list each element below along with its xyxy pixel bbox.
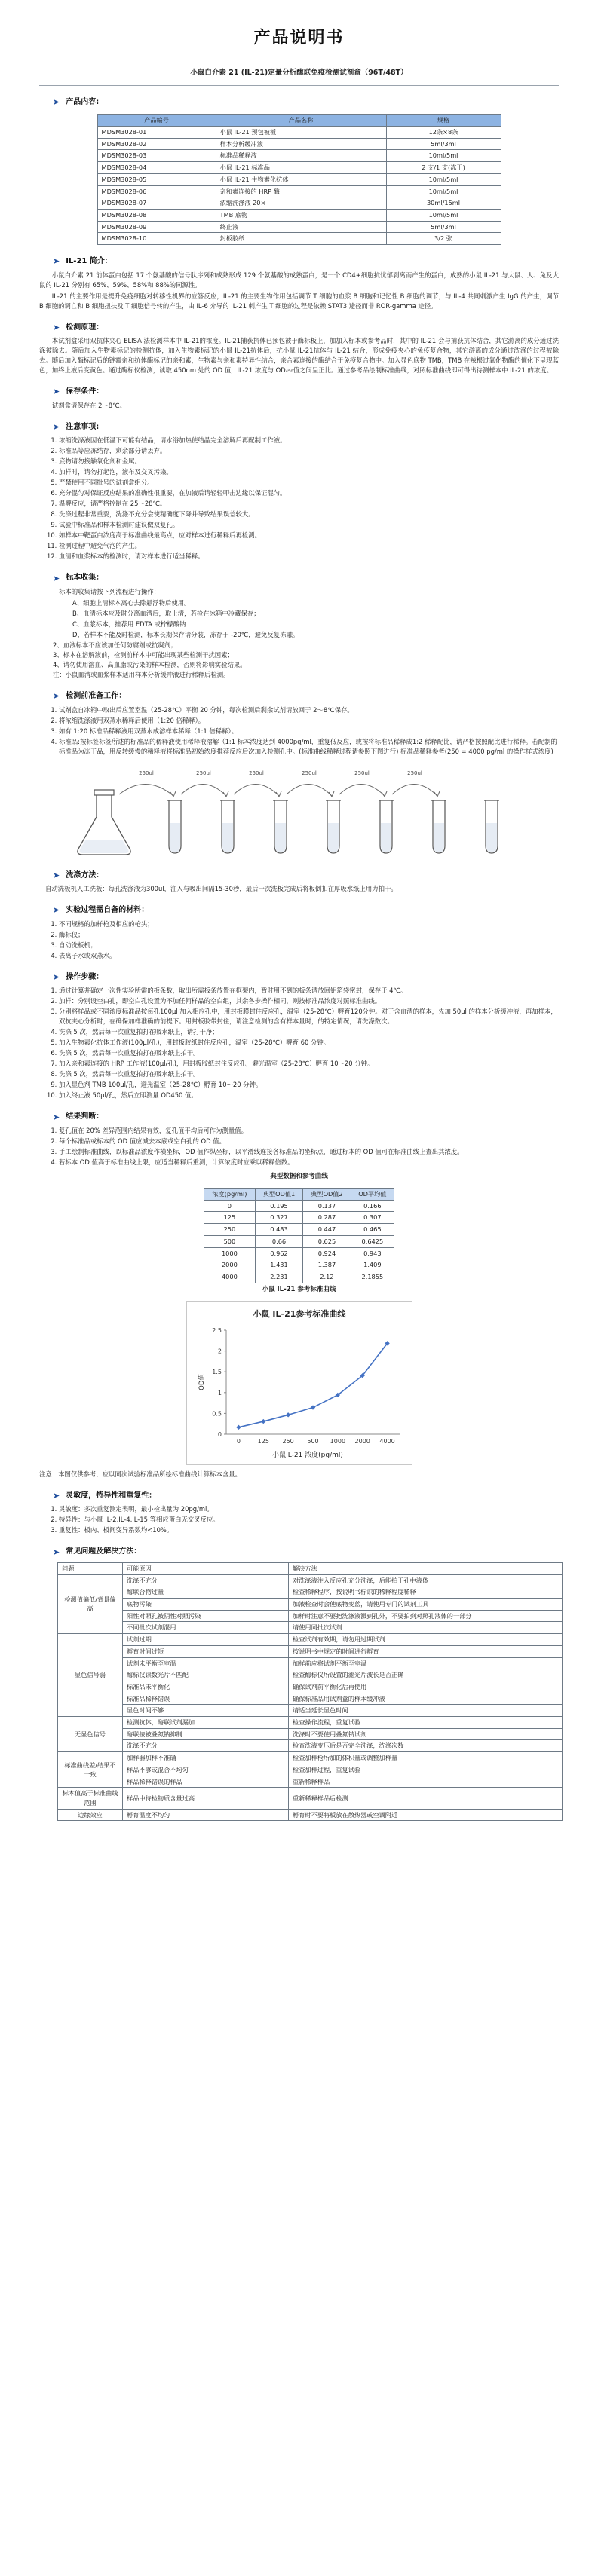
results-list — [39, 1126, 559, 1167]
table-cell: 小鼠 IL-21 生物素化抗体 — [216, 173, 386, 185]
table-cell: 重新稀释样品后检测 — [289, 1788, 563, 1809]
table-cell: 样本分析缓冲液 — [216, 138, 386, 150]
sample-note: 注：小鼠血清或血浆样本适用样本分析缓冲液进行稀释后检测。 — [53, 671, 230, 678]
table-cell: 重新稀释样品 — [289, 1776, 563, 1788]
storage-text: 试剂盒请保存在 2～8℃。 — [51, 401, 126, 409]
contents-table — [97, 114, 501, 245]
table-cell: 标准品稀释错误 — [123, 1693, 289, 1705]
tube-icon — [326, 800, 341, 853]
tube-liquid — [328, 823, 339, 852]
precaution-item: 1. 浓缩洗涤液因在低温下可能有结晶，请水浴加热使结晶完全溶解后再配制工作液。 — [59, 436, 559, 445]
chart-x-tick-label: 0 — [236, 1437, 241, 1445]
arrow-icon: ➤ — [53, 905, 60, 916]
table-row — [204, 1271, 394, 1283]
table-cell: 2.231 — [255, 1271, 302, 1283]
table-cell: 确保试剂前平衡化后再使用 — [289, 1681, 563, 1693]
section-storage-heading: ➤ 保存条件： — [53, 387, 104, 397]
table-cell: MDSM3028-08 — [97, 209, 216, 221]
section-intro-heading: ➤ IL-21 简介： — [53, 256, 112, 267]
arrow-icon: ➤ — [53, 1491, 60, 1501]
tube-icon — [431, 800, 446, 853]
table-cell: 0.307 — [351, 1212, 394, 1224]
chart-series-line — [238, 1343, 387, 1427]
table-cell: 检查加样枪所加的体积量或调整加样量 — [289, 1752, 563, 1764]
serial-dilution-figure — [39, 764, 559, 859]
precaution-item: 4. 加样时，请勿打起泡，液布及交叉污染。 — [59, 467, 559, 477]
table-row — [97, 197, 501, 210]
problem-category-cell: 标本值高于标准曲线范围 — [58, 1788, 123, 1809]
table-cell: MDSM3028-10 — [97, 233, 216, 245]
table-row — [204, 1259, 394, 1271]
table-cell: 500 — [204, 1235, 256, 1247]
table-cell: 0.962 — [255, 1247, 302, 1259]
std-header-cell: 浓度(pg/ml) — [204, 1189, 256, 1201]
chart-x-tick-label: 500 — [306, 1437, 319, 1445]
procedure-step: 4. 洗涤 5 次，然后每一次重复拍打在吸水纸上，请打干净； — [59, 1027, 559, 1037]
table-cell: 确保标准品用试剂盒的样本缓冲液 — [289, 1693, 563, 1705]
transfer-arrow — [119, 784, 173, 796]
precautions-list — [39, 436, 559, 561]
table-cell: 2000 — [204, 1259, 256, 1271]
tube-icon — [167, 800, 182, 853]
transfer-volume-label: 250ul — [407, 769, 422, 776]
table-cell: 浓缩洗涤液 20× — [216, 197, 386, 210]
arrow-icon: ➤ — [53, 97, 60, 108]
table-row — [97, 221, 501, 233]
table-cell: 检查操作流程，重复试验 — [289, 1717, 563, 1729]
sample-item: D、若样本不能及时检测，标本长期保存请分装，冻存于 -20℃，避免反复冻融。 — [72, 630, 299, 638]
sample-intro: 标本的收集请按下列流程进行操作： — [59, 587, 160, 595]
table-row — [58, 1728, 563, 1740]
table-cell: 检查稀释程序，按说明书标识的稀释程度稀释 — [289, 1586, 563, 1599]
table-cell: 酶标仪读数光片不匹配 — [123, 1669, 289, 1681]
chart-y-tick-label: 2 — [217, 1348, 222, 1355]
material-item: 2. 酶标仪； — [59, 930, 559, 940]
table-cell: 12条×8条 — [386, 127, 501, 139]
table-cell: 5ml/3ml — [386, 221, 501, 233]
sample-item: C、血浆标本，推荐用 EDTA 或柠檬酸钠 — [72, 620, 186, 628]
table-cell: MDSM3028-09 — [97, 221, 216, 233]
table-row — [204, 1235, 394, 1247]
section-principle-heading: ➤ 检测原理： — [53, 322, 104, 332]
title-divider — [39, 85, 559, 86]
table-cell: 10ml/5ml — [386, 209, 501, 221]
section-wash-heading: ➤ 洗涤方法： — [53, 870, 104, 880]
std-table-title: 典型数据和参考曲线 — [270, 1172, 328, 1180]
std-header-cell: 典型OD值2 — [303, 1189, 351, 1201]
chart-data-point — [261, 1419, 265, 1424]
transfer-arrow — [339, 784, 385, 796]
tube-icon — [484, 800, 499, 853]
precaution-item: 5. 严禁使用不同批号的试剂盒组分。 — [59, 478, 559, 488]
intro-paragraph-1: 小鼠白介素 21 前体蛋白包括 17 个氨基酸的信号肽序列和成熟形成 129 个氨基酸的成熟蛋白，是一个 CD4+细胞抗忧郁剥离而产生的蛋白，成熟的小鼠 IL-21 与大鼠、人、兔及大鼠的 IL-21 分别有 65%、59%、58%和 88%的同源性。 — [39, 271, 559, 289]
arrow-icon: ➤ — [53, 870, 60, 880]
table-cell: 加样器加样不准确 — [123, 1752, 289, 1764]
page-title: 产品说明书 — [253, 29, 345, 47]
material-item: 3. 自动洗板机； — [59, 941, 559, 950]
table-row — [204, 1224, 394, 1236]
dilution-diagram — [69, 764, 552, 859]
sensitivity-item: 2. 特异性：与小鼠 IL-2,IL-4,IL-15 等相应蛋白无交叉反应。 — [59, 1515, 559, 1525]
table-cell: 酶联合物过量 — [123, 1586, 289, 1599]
table-cell: 终止液 — [216, 221, 386, 233]
table-row — [204, 1247, 394, 1259]
table-cell: 检查试剂有效期，请勿用过期试剂 — [289, 1634, 563, 1646]
troubleshooting-table — [57, 1562, 563, 1821]
chart-y-tick-label: 1 — [217, 1389, 222, 1397]
material-item: 4. 去离子水或双蒸水。 — [59, 951, 559, 961]
transfer-arrow — [287, 784, 332, 796]
table-cell: 样品稀释错误的样品 — [123, 1776, 289, 1788]
table-row — [58, 1809, 563, 1821]
table-cell: 标准品稀释液 — [216, 150, 386, 162]
table-cell: 小鼠 IL-21 预包被板 — [216, 127, 386, 139]
tube-liquid — [434, 823, 444, 852]
table-cell: 试剂未平衡至室温 — [123, 1657, 289, 1669]
table-cell: 1.387 — [303, 1259, 351, 1271]
arrow-icon: ➤ — [53, 573, 60, 583]
section-contents-heading: ➤ 产品内容: — [53, 97, 100, 108]
standard-data-table — [204, 1188, 394, 1283]
procedure-step: 2. 加样：分别设空白孔，即空白孔设置为不加任何样品的空白组，其余各步操作相同，则按标准品浓度对照标准曲线。 — [59, 996, 559, 1006]
table-row — [97, 127, 501, 139]
table-cell: 检查加样过程，重复试验 — [289, 1764, 563, 1776]
table-cell: 3/2 张 — [386, 233, 501, 245]
table-row — [58, 1740, 563, 1752]
table-row — [58, 1574, 563, 1586]
table-cell: TMB 底物 — [216, 209, 386, 221]
procedure-step: 8. 洗涤 5 次，然后每一次重复拍打在吸水纸上拍干。 — [59, 1069, 559, 1079]
transfer-volume-label: 250ul — [302, 769, 317, 776]
table-cell: 1.431 — [255, 1259, 302, 1271]
chart-y-tick-label: 1.5 — [211, 1369, 222, 1376]
trouble-header-cell: 可能原因 — [123, 1562, 289, 1574]
table-cell: 样品中待检物质含量过高 — [123, 1788, 289, 1809]
contents-header-cell: 产品编号 — [97, 115, 216, 127]
transfer-volume-label: 250ul — [139, 769, 154, 776]
chart-y-tick-label: 2.5 — [211, 1326, 222, 1334]
prep-list — [39, 705, 559, 757]
tube-icon — [273, 800, 288, 853]
table-row — [58, 1634, 563, 1646]
chart-y-tick-label: 0.5 — [211, 1410, 222, 1418]
chart-x-tick-label: 125 — [257, 1437, 269, 1445]
table-cell: 阳性对照孔被阴性对照污染 — [123, 1610, 289, 1622]
transfer-volume-label: 250ul — [354, 769, 370, 776]
table-row — [97, 173, 501, 185]
sample-note: 4、请勿使用溶血、高血脂或污染的样本检测，否则将影响实验结果。 — [53, 660, 247, 668]
procedure-step: 9. 加入显色剂 TMB 100μl/孔，避光温室（25-28℃）孵育 10～20 分钟。 — [59, 1080, 559, 1090]
table-row — [58, 1788, 563, 1809]
table-cell: 2 支/1 支(冻干) — [386, 162, 501, 174]
section-materials-heading: ➤ 实验过程需自备的材料： — [53, 905, 149, 916]
table-row — [58, 1681, 563, 1693]
standard-curve-chart — [186, 1301, 412, 1465]
chart-x-tick-label: 4000 — [379, 1437, 395, 1445]
materials-list — [39, 919, 559, 961]
table-cell: 酶联接被叠氮钠抑制 — [123, 1728, 289, 1740]
transfer-arrow — [181, 784, 226, 796]
material-item: 1. 不同规格的加样枪及相应的枪头； — [59, 919, 559, 929]
table-cell: 0.447 — [303, 1224, 351, 1236]
precaution-item: 6. 充分混匀对保证反应结果的准确性很重要，在加液后请轻轻叩击边缘以保证混匀。 — [59, 488, 559, 498]
section-procedure-heading: ➤ 操作步骤： — [53, 971, 104, 982]
table-cell: 样品不够或混合不均匀 — [123, 1764, 289, 1776]
trouble-header-cell: 问题 — [58, 1562, 123, 1574]
table-row — [58, 1693, 563, 1705]
table-cell: 洗涤时不要使用叠氮钠试剂 — [289, 1728, 563, 1740]
table-cell: 对洗涤液注入反应孔充分洗涤，后能拍干孔中液体 — [289, 1574, 563, 1586]
table-cell: 亲和素连接的 HRP 酶 — [216, 185, 386, 197]
table-row — [58, 1610, 563, 1622]
table-cell: MDSM3028-03 — [97, 150, 216, 162]
tube-liquid — [222, 823, 233, 852]
table-cell: 检查酶标仪所设置的滤光片波长是否正确 — [289, 1669, 563, 1681]
chart-x-tick-label: 2000 — [354, 1437, 370, 1445]
procedure-step: 5. 加入生物素化抗体工作液(100μl/孔)，用封板胶纸封住反应孔，温室（25-28℃）孵育 60 分钟。 — [59, 1038, 559, 1048]
table-cell: 显色时间不够 — [123, 1705, 289, 1717]
table-row — [58, 1657, 563, 1669]
sample-note: 2、血液标本不应该加任何防腐剂或抗凝剂； — [53, 641, 177, 649]
arrow-icon: ➤ — [53, 256, 60, 267]
table-cell: 0.6425 — [351, 1235, 394, 1247]
table-cell: MDSM3028-04 — [97, 162, 216, 174]
table-row — [58, 1586, 563, 1599]
table-row — [58, 1752, 563, 1764]
table-cell: 洗涤不充分 — [123, 1574, 289, 1586]
std-header-cell: OD平均值 — [351, 1189, 394, 1201]
sample-notes — [39, 641, 559, 680]
table-cell: 0.287 — [303, 1212, 351, 1224]
tube-icon — [379, 800, 394, 853]
contents-header-cell: 规格 — [386, 115, 501, 127]
table-cell: 0.137 — [303, 1200, 351, 1212]
section-results-heading: ➤ 结果判断： — [53, 1112, 104, 1122]
tube-liquid — [275, 823, 286, 852]
chart-y-axis-label: OD值 — [198, 1374, 206, 1390]
chart-x-tick-label: 250 — [282, 1437, 294, 1445]
table-row — [204, 1200, 394, 1212]
precaution-item: 7. 温孵反应，请严格控制在 25～28℃。 — [59, 499, 559, 509]
chart-data-point — [285, 1412, 290, 1417]
table-cell: 0.166 — [351, 1200, 394, 1212]
precaution-item: 2. 标准品等应冻结存，剩余部分请丢弃。 — [59, 446, 559, 456]
table-cell: 洗涤不充分 — [123, 1740, 289, 1752]
chart-x-axis-label: 小鼠IL-21 浓度(pg/ml) — [271, 1451, 343, 1459]
table-cell: 检查洗液变压后是否完全洗涤，洗涤次数 — [289, 1740, 563, 1752]
table-cell: MDSM3028-06 — [97, 185, 216, 197]
table-row — [97, 233, 501, 245]
table-cell: 试剂过期 — [123, 1634, 289, 1646]
precaution-item: 10. 如样本中靶蛋白浓度高于标准曲线最高点，应对样本进行稀释后再检测。 — [59, 531, 559, 540]
table-cell: 标准品未平衡化 — [123, 1681, 289, 1693]
table-row — [97, 150, 501, 162]
chart-data-point — [310, 1405, 314, 1409]
chart-y-tick-label: 0 — [217, 1430, 222, 1438]
problem-category-cell: 无显色信号 — [58, 1717, 123, 1752]
table-cell: 封板胶纸 — [216, 233, 386, 245]
transfer-volume-label: 250ul — [196, 769, 211, 776]
principle-paragraph: 本试剂盒采用双抗体夹心 ELISA 法检测样本中 IL-21的浓度。IL-21捕获抗体已预包被于酶标板上，加加入标本或参考品时，其中的 IL-21 会与捕获抗体结合，其它游离的成分通过洗涤被除去。随后加入生物素标记的检测抗体，加入生物素标记的小鼠 IL-21抗体后，抗小鼠 IL-21抗体与 IL-21 结合，形成免疫夹心的免疫复合物，其它游离的成分通过洗涤的过程被除去。随后加入酶标记后的链霉亲和抗体酶标记的亲和素，生物素与亲和素特异性结合，亲合素连接的酶结合于免疫复合物中。加入显色底物 TMB，TMB 在辣根过氧化物酶的催化下呈现蓝色，加终止液后变黄色。通过酶标仪检测，读取 450nm 处的 OD 值，IL-21 浓度与 OD₄₅₀值之间呈正比。通过参考品绘制标准曲线，对照标准曲线即可得出待测样本中 IL-21 的浓度。 — [39, 337, 559, 375]
table-cell: 孵育时不要将板放在散热器或空调附近 — [289, 1809, 563, 1821]
table-row — [58, 1776, 563, 1788]
section-troubleshoot-heading: ➤ 常见问题及解决方法： — [53, 1547, 142, 1557]
tube-liquid — [170, 823, 180, 852]
table-cell: 10ml/5ml — [386, 173, 501, 185]
table-cell: 2.12 — [303, 1271, 351, 1283]
precaution-item: 11. 检测过程中避免气泡的产生。 — [59, 541, 559, 551]
table-cell: 不同批次试剂混用 — [123, 1622, 289, 1634]
table-cell: 30ml/15ml — [386, 197, 501, 210]
table-row — [97, 209, 501, 221]
result-item: 4. 若标本 OD 值高于标准曲线上限，应适当稀释后重测，计算浓度时应乘以稀释倍数。 — [59, 1158, 559, 1167]
precaution-item: 3. 底物请勿接触氧化剂和金属。 — [59, 457, 559, 467]
problem-category-cell: 检测值偏低/背景偏高 — [58, 1574, 123, 1634]
table-cell: MDSM3028-05 — [97, 173, 216, 185]
procedure-step: 10. 加入终止液 50μl/孔，然后立即测量 OD450 值。 — [59, 1091, 559, 1100]
table-cell: 按说明书中规定的时间进行孵育 — [289, 1645, 563, 1657]
arrow-icon: ➤ — [53, 322, 60, 332]
arrow-icon: ➤ — [53, 691, 60, 702]
precaution-item: 9. 试验中标准品和样本检测时建议做双复孔。 — [59, 520, 559, 530]
procedure-step: 3. 分别将样品或不同浓度标准品按每孔100μl 加入相应孔中，用封板膜封住反应孔，温室（25-28℃）孵育120分钟。对于含血清的样本，先加 50μl 的样本分析缓冲液，再加样本，双抗夹心分析时，在确保加样准确的前提下。用封板胶带封住，请注意检测的含有样本量时，的特定情况，请洗涤数次。 — [59, 1007, 559, 1026]
arrow-icon: ➤ — [53, 971, 60, 982]
table-row — [58, 1764, 563, 1776]
prep-item: 1. 试剂盒自冰箱中取出后应置室温（25-28℃）平衡 20 分钟，每次检测后剩余试剂请放回于 2～8℃保存。 — [59, 705, 559, 715]
table-cell: 0.195 — [255, 1200, 302, 1212]
table-cell: 0.327 — [255, 1212, 302, 1224]
sample-items — [39, 598, 559, 640]
transfer-arrow — [234, 784, 279, 796]
tube-liquid — [381, 823, 391, 852]
chart-title: 小鼠 IL-21参考标准曲线 — [253, 1308, 345, 1319]
procedure-step: 7. 加入亲和素连接的 HRP 工作液(100μl/孔)，用封板胶纸封住反应孔，避光温室（25-28℃）孵育 10～20 分钟。 — [59, 1059, 559, 1069]
sensitivity-list — [39, 1504, 559, 1535]
procedure-list — [39, 986, 559, 1100]
table-cell: 底物污染 — [123, 1599, 289, 1611]
section-sensitivity-heading: ➤ 灵敏度，特异性和重复性： — [53, 1491, 157, 1501]
transfer-arrow — [392, 784, 437, 796]
contents-header-cell: 产品名称 — [216, 115, 386, 127]
table-cell: 0.924 — [303, 1247, 351, 1259]
sample-note: 3、标本在溶解液前，检测前样本中可能出现某些检测干扰因素； — [53, 650, 234, 659]
table-cell: 0.465 — [351, 1224, 394, 1236]
table-cell: 10ml/5ml — [386, 185, 501, 197]
result-item: 2. 每个标准品或标本的 OD 值应减去本底或空白孔的 OD 值。 — [59, 1137, 559, 1146]
table-row — [58, 1669, 563, 1681]
problem-category-cell: 显色信号弱 — [58, 1634, 123, 1717]
table-cell: 请使用同批次试剂 — [289, 1622, 563, 1634]
table-cell: 5ml/3ml — [386, 138, 501, 150]
sample-item: A、细胞上清标本离心去除悬浮物后使用。 — [72, 598, 191, 607]
table-cell: 1.409 — [351, 1259, 394, 1271]
table-cell: 2.1855 — [351, 1271, 394, 1283]
table-row — [204, 1212, 394, 1224]
table-row — [58, 1599, 563, 1611]
table-cell: 加样前应将试剂平衡至室温 — [289, 1657, 563, 1669]
flask-icon — [78, 790, 130, 855]
table-row — [97, 138, 501, 150]
table-cell: 孵育时间过短 — [123, 1645, 289, 1657]
table-cell: 4000 — [204, 1271, 256, 1283]
procedure-step: 6. 洗涤 5 次，然后每一次重复拍打在吸水纸上拍干。 — [59, 1048, 559, 1058]
table-row — [97, 185, 501, 197]
prep-item: 4. 标准品:按标签标签所述的标准品的稀释液使用稀释液溶解（1:1 标本浓度达到 4000pg/ml，重复低反应，或按将标准品稀释成1:2 稀释配比，请严格按照配比进行稀释。若配制的标准品为冻干品，用反转缓慢的稀释液将标准品初始浓度推荐反应后次加入检测孔中。(标准曲线稀释过程请参照下图进行) 标准品稀释参考(250 = 4000 pg/ml 的操作样式浓度) — [59, 737, 559, 757]
table-cell: MDSM3028-01 — [97, 127, 216, 139]
arrow-icon: ➤ — [53, 421, 60, 432]
chart-note: 注意：本图仅供参考，应以同次试验标准品所绘标准曲线计算标本含量。 — [39, 1470, 241, 1478]
sensitivity-item: 1. 灵敏度：多次重复测定表明，最小检出量为 20pg/ml。 — [59, 1504, 559, 1514]
sensitivity-item: 3. 重复性：板内、板间变异系数均<10%。 — [59, 1525, 559, 1535]
table-row — [58, 1717, 563, 1729]
problem-category-cell: 边缘效应 — [58, 1809, 123, 1821]
arrow-icon: ➤ — [53, 387, 60, 397]
table-row — [58, 1622, 563, 1634]
section-precautions-heading: ➤ 注意事项: — [53, 421, 100, 432]
table-cell: 加样时注意不要把洗涤液溅到孔外，不要拍到对照孔液体的一部分 — [289, 1610, 563, 1622]
std-chart-caption: 小鼠 IL-21 参考标准曲线 — [262, 1285, 336, 1293]
tube-icon — [220, 800, 235, 853]
table-cell: MDSM3028-07 — [97, 197, 216, 210]
chart-svg — [187, 1302, 412, 1464]
table-cell: 小鼠 IL-21 标准品 — [216, 162, 386, 174]
table-cell: 0.943 — [351, 1247, 394, 1259]
table-cell: 0.625 — [303, 1235, 351, 1247]
std-header-cell: 典型OD值1 — [255, 1189, 302, 1201]
problem-category-cell: 标准曲线差/结果不一致 — [58, 1752, 123, 1788]
table-cell: 0 — [204, 1200, 256, 1212]
table-cell: 孵育温度不均匀 — [123, 1809, 289, 1821]
wash-text: 自动洗板机人工洗板：每孔洗涤液为300ul，注入与吸出间隔15-30秒，最后一次洗板完成后将板倒扣在厚吸水纸上用力拍干。 — [45, 885, 397, 893]
chart-x-tick-label: 1000 — [330, 1437, 345, 1445]
section-sample-heading: ➤ 标本收集： — [53, 573, 104, 583]
precaution-item: 12. 血清和血浆标本的检测时，请对样本进行适当稀释。 — [59, 552, 559, 561]
prep-item: 3. 如有 1:20 标准品稀释液用双蒸水成溶样本稀释（1:1 倍稀释）。 — [59, 727, 559, 736]
sample-item: B、血清标本应及时分离血清后，取上清，若检在冰箱中冷藏保存； — [72, 609, 260, 617]
table-row — [97, 162, 501, 174]
table-row — [58, 1705, 563, 1717]
prep-item: 2. 将浓缩洗涤液用双蒸水稀释后使用（1:20 倍稀释）。 — [59, 716, 559, 726]
table-cell: 125 — [204, 1212, 256, 1224]
procedure-step: 1. 通过计算并确定一次性实验所需的板条数，取出所需板条放置在框架内，暂时用不到的板条请放回铝箔袋密封，保存于 4℃。 — [59, 986, 559, 996]
precaution-item: 8. 洗涤过程非常重要，洗涤不充分会使精确度下降并导致结果误差较大。 — [59, 509, 559, 519]
trouble-header-cell: 解决方法 — [289, 1562, 563, 1574]
table-cell: 0.483 — [255, 1224, 302, 1236]
table-cell: 加液检查时会使底物变蓝，请使用专门的试剂工具 — [289, 1599, 563, 1611]
section-prep-heading: ➤ 检测前准备工作： — [53, 691, 127, 702]
table-cell: 0.66 — [255, 1235, 302, 1247]
table-cell: 250 — [204, 1224, 256, 1236]
arrow-icon: ➤ — [53, 1547, 60, 1557]
transfer-volume-label: 250ul — [249, 769, 264, 776]
result-item: 3. 手工绘制标准曲线，以标准品浓度作横坐标，OD 值作纵坐标，以平滑线连接各标准品的坐标点，通过标本的 OD 值可在标准曲线上查出其浓度。 — [59, 1147, 559, 1157]
table-cell: 1000 — [204, 1247, 256, 1259]
chart-data-point — [236, 1425, 241, 1430]
table-cell: 检测抗体，酶联试剂漏加 — [123, 1717, 289, 1729]
table-cell: 请适当延长显色时间 — [289, 1705, 563, 1717]
intro-paragraph-2: IL-21 的主要作用是提升免疫细胞对转移性机界的应答反应，IL-21 的主要生物作用包括调节 T 细胞的血浆 B 细胞和记忆性 B 细胞的调节，与 IL-4 共同刺激产生 IgG 的产生，调节 B 细胞的调亡和 B 细胞扭扶及 T 细胞信号转的产生，由 IL-6 介导的 IL-21 刺产生 T 细胞的过程是依赖 STAT3 途径而非 ROR-gamma 途径。 — [39, 292, 559, 310]
result-item: 1. 复孔值在 20% 差异范围内结果有效，复孔值平均后可作为测量值。 — [59, 1126, 559, 1136]
table-cell: MDSM3028-02 — [97, 138, 216, 150]
table-cell: 10ml/5ml — [386, 150, 501, 162]
tube-liquid — [486, 823, 497, 852]
page-subtitle: 小鼠白介素 21 (IL-21)定量分析酶联免疫检测试剂盒（96T/48T） — [190, 69, 408, 78]
table-row — [58, 1645, 563, 1657]
arrow-icon: ➤ — [53, 1112, 60, 1122]
